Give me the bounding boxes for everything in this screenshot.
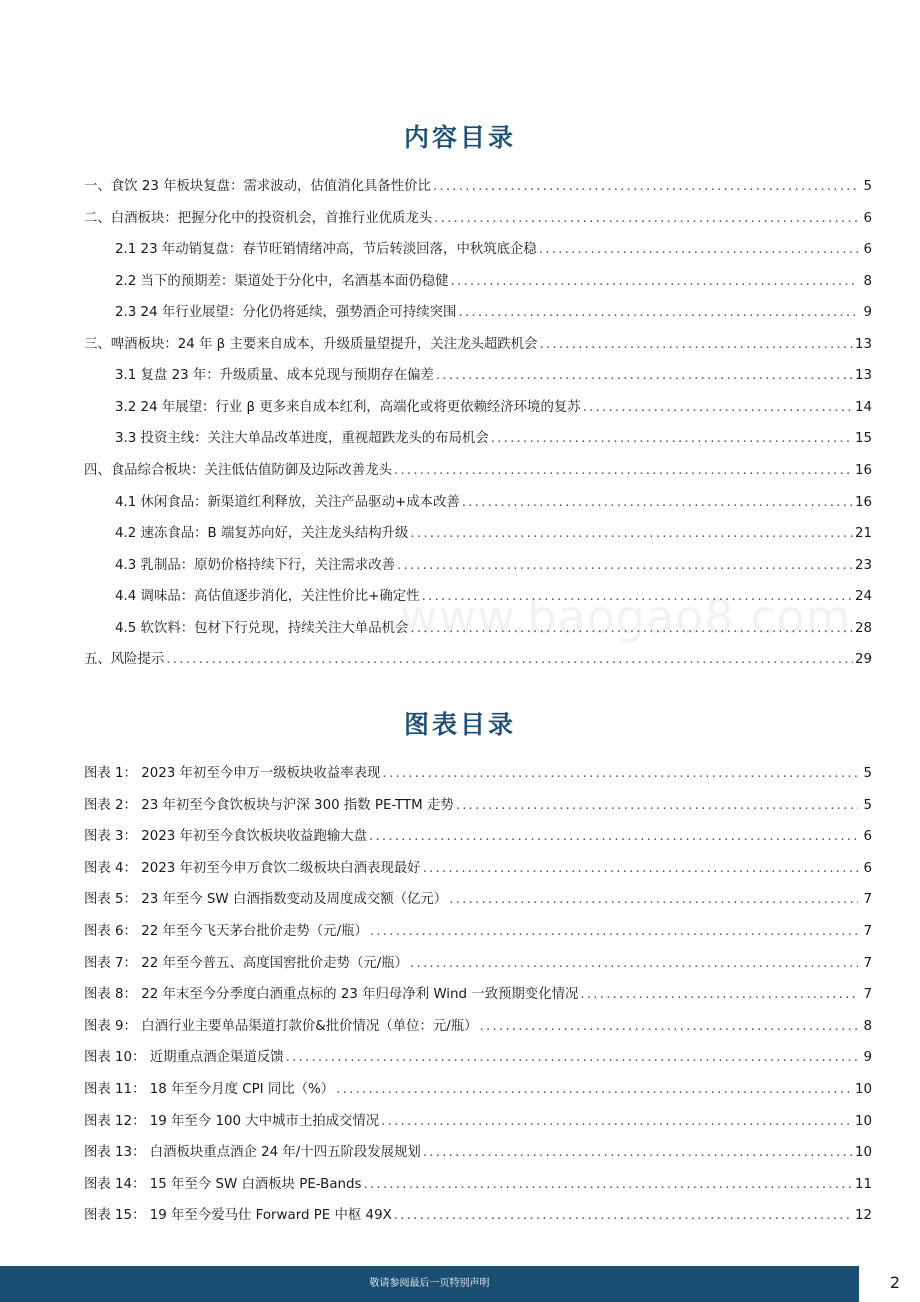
leader-dots: [166, 651, 853, 669]
entry-page-number: 5: [863, 797, 872, 813]
entry-label: 2.2 当下的预期差：渠道处于分化中，名酒基本面仍稳健: [115, 273, 449, 289]
entry-label: 图表 4： 2023 年初至今申万食饮二级板块白酒表现最好: [84, 860, 421, 876]
figure-entry[interactable]: [84, 797, 872, 815]
entry-label: 图表 11： 18 年至今月度 CPI 同比（%）: [84, 1082, 335, 1097]
entry-page-number: 29: [854, 652, 872, 668]
figure-entry[interactable]: [84, 828, 872, 846]
entry-page-number: 6: [863, 860, 872, 876]
entry-label: 2.3 24 年行业展望：分化仍将延续，强势酒企可持续突围: [115, 305, 457, 321]
entry-page-number: 9: [863, 305, 872, 321]
leader-dots: [410, 525, 853, 543]
entry-label: 图表 1： 2023 年初至今申万一级板块收益率表现: [84, 766, 381, 781]
entry-label: 4.4 调味品：高估值逐步消化，关注性价比+确定性: [115, 589, 420, 605]
entry-label: 图表 15： 19 年至今爱马仕 Forward PE 中枢 49X: [84, 1208, 392, 1224]
leader-dots: [369, 828, 858, 846]
entry-label: 3.3 投资主线：关注大单品改革进度，重视超跌龙头的布局机会: [115, 431, 489, 447]
leader-dots: [336, 1081, 853, 1099]
entry-page-number: 12: [854, 1208, 872, 1224]
toc-title: 内容目录: [403, 123, 516, 152]
entry-label: 图表 7： 22 年至今普五、高度国窖批价走势（元/瓶）: [84, 955, 409, 971]
entry-page-number: 10: [854, 1113, 872, 1129]
entry-label: 图表 8： 22 年末至今分季度白酒重点标的 23 年归母净利 Wind 一致预期变化情况: [84, 987, 579, 1003]
figure-entry[interactable]: [84, 923, 872, 941]
leader-dots: [451, 273, 858, 291]
entry-label: 一、食饮 23 年板块复盘：需求波动，估值消化具备性价比: [84, 179, 431, 194]
entry-label: 图表 9： 白酒行业主要单品渠道打款价&批价情况（单位：元/瓶）: [84, 1018, 478, 1034]
leader-dots: [364, 1176, 853, 1194]
entry-label: 图表 2： 23 年初至今食饮板块与沪深 300 指数 PE-TTM 走势: [84, 797, 454, 813]
entry-label: 图表 12： 19 年至今 100 大中城市土拍成交情况: [84, 1113, 380, 1129]
toc-entry[interactable]: [115, 399, 872, 417]
entry-label: 二、白酒板块：把握分化中的投资机会，首推行业优质龙头: [84, 210, 433, 226]
leader-dots: [434, 210, 858, 228]
entry-page-number: 10: [854, 1145, 872, 1161]
leader-dots: [491, 430, 853, 448]
figure-entry[interactable]: [84, 1081, 872, 1099]
figure-entry[interactable]: [84, 1207, 872, 1225]
page-number: 2: [889, 1273, 901, 1292]
entry-page-number: 8: [863, 1018, 872, 1034]
leader-dots: [423, 1144, 853, 1162]
entry-label: 图表 6： 22 年至今飞天茅台批价走势（元/瓶）: [84, 924, 368, 939]
entry-page-number: 7: [863, 924, 872, 939]
leader-dots: [456, 797, 858, 815]
entry-page-number: 14: [854, 399, 872, 415]
entry-page-number: 5: [863, 766, 872, 781]
figure-entry[interactable]: [84, 860, 872, 878]
leader-dots: [370, 923, 858, 941]
entry-page-number: 7: [863, 955, 872, 971]
entry-label: 4.5 软饮料：包材下行兑现，持续关注大单品机会: [115, 620, 409, 636]
leader-dots: [397, 557, 853, 575]
entry-label: 图表 5： 23 年至今 SW 白酒指数变动及周度成交额（亿元）: [84, 892, 448, 908]
entry-page-number: 5: [863, 179, 872, 194]
figure-list-title: 图表目录: [403, 710, 516, 739]
toc-entry[interactable]: [115, 557, 872, 575]
toc-entry[interactable]: [115, 241, 872, 259]
entry-page-number: 11: [854, 1176, 872, 1192]
toc-entry[interactable]: [115, 273, 872, 291]
leader-dots: [381, 1113, 853, 1131]
toc-entry[interactable]: [84, 178, 872, 196]
figure-entry[interactable]: [84, 1049, 872, 1067]
leader-dots: [410, 620, 853, 638]
figure-entry[interactable]: [84, 891, 872, 909]
toc-entry[interactable]: [115, 588, 872, 606]
figure-entry[interactable]: [84, 1113, 872, 1131]
entry-page-number: 13: [854, 336, 872, 352]
toc-entry[interactable]: [84, 651, 872, 669]
entry-label: 3.2 24 年展望：行业 β 更多来自成本红利，高端化或将更依赖经济环境的复苏: [115, 399, 581, 415]
figure-entry[interactable]: [84, 1018, 872, 1036]
watermark: www.baogao8.com: [400, 590, 852, 644]
entry-label: 2.1 23 年动销复盘：春节旺销情绪冲高，节后转淡回落，中秋筑底企稳: [115, 242, 537, 258]
entry-page-number: 16: [854, 494, 872, 510]
leader-dots: [539, 336, 852, 354]
entry-label: 图表 14： 15 年至今 SW 白酒板块 PE-Bands: [84, 1176, 362, 1192]
entry-page-number: 10: [854, 1082, 872, 1097]
leader-dots: [583, 399, 853, 417]
leader-dots: [580, 986, 858, 1004]
toc-entry[interactable]: [115, 525, 872, 543]
entry-label: 3.1 复盘 23 年：升级质量、成本兑现与预期存在偏差: [115, 368, 434, 384]
figure-entry[interactable]: [84, 1176, 872, 1194]
leader-dots: [423, 860, 858, 878]
leader-dots: [539, 241, 858, 259]
entry-label: 4.1 休闲食品：新渠道红利释放，关注产品驱动+成本改善: [115, 494, 460, 510]
entry-page-number: 28: [854, 620, 872, 636]
entry-label: 四、食品综合板块：关注低估值防御及边际改善龙头: [84, 462, 392, 478]
entry-page-number: 9: [863, 1050, 872, 1066]
leader-dots: [410, 955, 858, 973]
toc-entry[interactable]: [84, 336, 872, 354]
leader-dots: [433, 178, 858, 196]
toc-entry[interactable]: [84, 210, 872, 228]
toc-entry[interactable]: [115, 430, 872, 448]
entry-page-number: 24: [854, 589, 872, 605]
entry-label: 4.2 速冻食品：B 端复苏向好，关注龙头结构升级: [115, 526, 409, 542]
leader-dots: [458, 304, 858, 322]
entry-label: 图表 3： 2023 年初至今食饮板块收益跑输大盘: [84, 829, 368, 845]
entry-page-number: 15: [854, 431, 872, 447]
toc-entry[interactable]: [115, 367, 872, 385]
entry-page-number: 21: [854, 526, 872, 542]
footer-disclaimer: 敬请参阅最后一页特别声明: [369, 1278, 490, 1289]
toc-entry[interactable]: [84, 462, 872, 480]
leader-dots: [462, 494, 853, 512]
figure-entry[interactable]: [84, 955, 872, 973]
entry-page-number: 16: [854, 462, 872, 478]
entry-page-number: 6: [863, 210, 872, 226]
leader-dots: [449, 891, 858, 909]
leader-dots: [394, 462, 853, 480]
entry-page-number: 23: [854, 557, 872, 573]
entry-label: 三、啤酒板块：24 年 β 主要来自成本，升级质量望提升，关注龙头超跌机会: [84, 336, 538, 352]
leader-dots: [436, 367, 853, 385]
toc-entry[interactable]: [115, 620, 872, 638]
leader-dots: [286, 1049, 858, 1067]
figure-entry[interactable]: [84, 1144, 872, 1162]
entry-page-number: 7: [863, 892, 872, 908]
entry-label: 五、风险提示: [84, 652, 165, 668]
leader-dots: [422, 588, 853, 606]
entry-page-number: 6: [863, 829, 872, 845]
toc-entry[interactable]: [115, 304, 872, 322]
leader-dots: [382, 765, 858, 783]
figure-entry[interactable]: [84, 986, 872, 1004]
leader-dots: [480, 1018, 858, 1036]
toc-entry[interactable]: [115, 494, 872, 512]
entry-page-number: 13: [854, 368, 872, 384]
entry-page-number: 8: [863, 273, 872, 289]
entry-page-number: 7: [863, 987, 872, 1003]
leader-dots: [394, 1207, 853, 1225]
figure-entry[interactable]: [84, 765, 872, 783]
entry-page-number: 6: [863, 242, 872, 258]
entry-label: 图表 10： 近期重点酒企渠道反馈: [84, 1050, 284, 1066]
entry-label: 4.3 乳制品：原奶价格持续下行，关注需求改善: [115, 557, 395, 573]
entry-label: 图表 13： 白酒板块重点酒企 24 年/十四五阶段发展规划: [84, 1145, 421, 1161]
